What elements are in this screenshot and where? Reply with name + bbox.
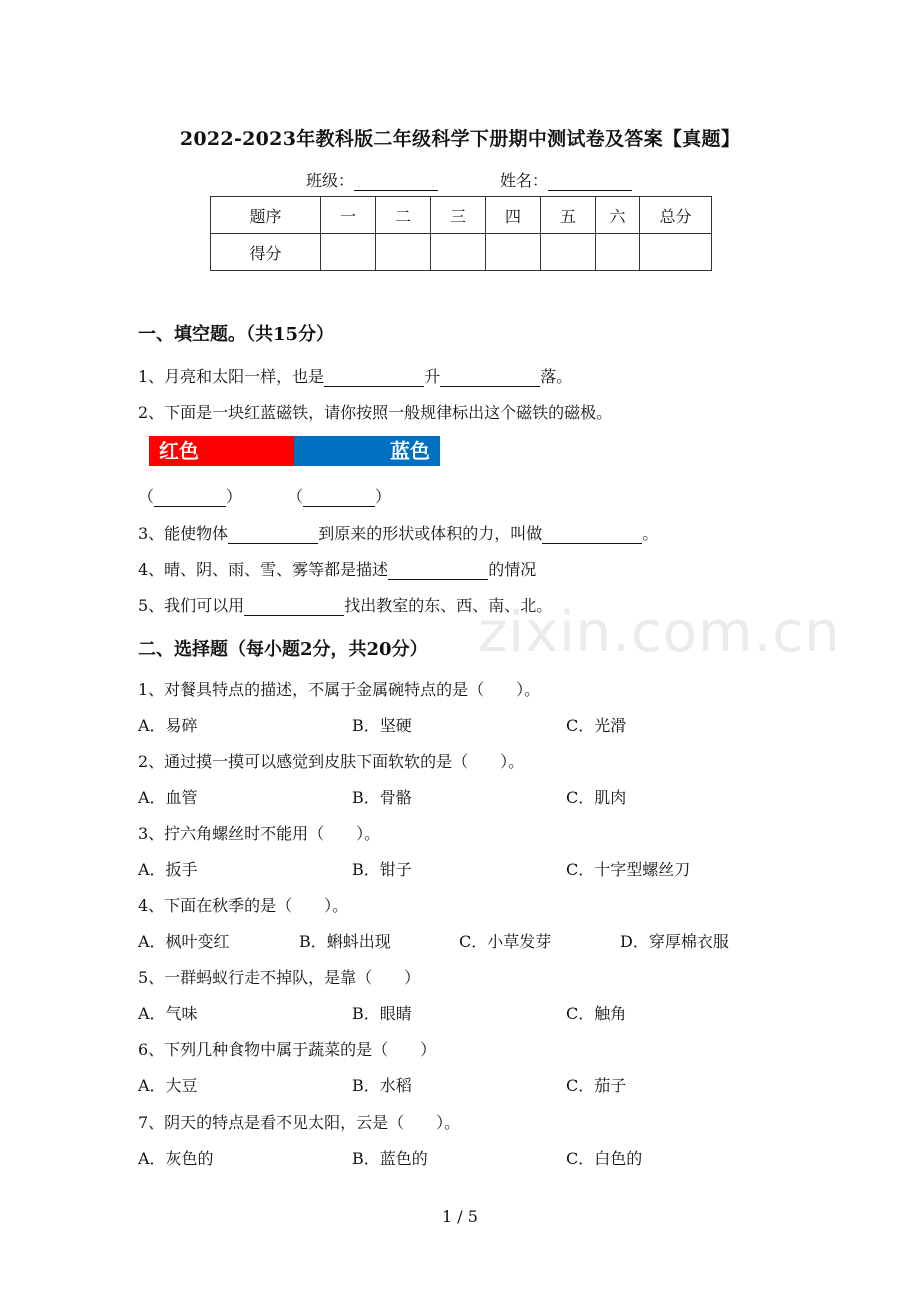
score-cell[interactable] — [541, 234, 596, 271]
score-header-cell: 六 — [596, 197, 640, 234]
score-cell[interactable] — [431, 234, 486, 271]
class-field — [306, 168, 438, 191]
name-field — [500, 168, 632, 191]
score-cell[interactable] — [376, 234, 431, 271]
answer-blank[interactable] — [440, 368, 540, 387]
choice-question-1: 1、对餐具特点的描述，不属于金属碗特点的是（ ）。 — [138, 680, 541, 699]
question-text: 5、我们可以用 — [138, 596, 245, 615]
paren: ） — [226, 487, 243, 506]
paren: （ — [287, 487, 304, 506]
magnet-answer-right — [287, 484, 391, 507]
choice-question-3: 3、拧六角螺丝时不能用（ ）。 — [138, 824, 381, 843]
option-b[interactable]: B．钳子 — [352, 860, 412, 879]
paren: （ — [138, 487, 155, 506]
option-a[interactable]: A．血管 — [138, 788, 198, 807]
option-b[interactable]: B．水稻 — [352, 1076, 412, 1095]
score-table — [210, 196, 712, 271]
class-label: 班级： — [306, 171, 355, 190]
score-table-header-row — [211, 197, 712, 234]
class-blank[interactable] — [354, 172, 438, 191]
question-text: 4、晴、阴、雨、雪、雾等都是描述 — [138, 560, 389, 579]
magnet-blue-half: 蓝色 — [294, 436, 440, 466]
option-c[interactable]: C．茄子 — [566, 1076, 627, 1095]
score-header-cell: 三 — [431, 197, 486, 234]
option-b[interactable]: B．眼睛 — [352, 1004, 412, 1023]
choice-question-2: 2、通过摸一摸可以感觉到皮肤下面软软的是（ ）。 — [138, 752, 525, 771]
question-text: 。 — [642, 524, 659, 543]
option-b[interactable]: B．蝌蚪出现 — [299, 932, 391, 951]
question-text: 找出教室的东、西、南、北。 — [344, 596, 553, 615]
option-a[interactable]: A．灰色的 — [138, 1149, 214, 1168]
option-c[interactable]: C．肌肉 — [566, 788, 627, 807]
answer-blank[interactable] — [388, 561, 488, 580]
fill-question-3 — [138, 521, 658, 544]
score-cell[interactable] — [486, 234, 541, 271]
question-text: 升 — [424, 367, 441, 386]
option-b[interactable]: B．蓝色的 — [352, 1149, 428, 1168]
answer-blank[interactable] — [244, 597, 344, 616]
option-a[interactable]: A．枫叶变红 — [138, 932, 230, 951]
name-label: 姓名： — [500, 171, 549, 190]
answer-blank[interactable] — [303, 488, 375, 507]
choice-question-6: 6、下列几种食物中属于蔬菜的是（ ） — [138, 1040, 437, 1059]
score-cell[interactable] — [321, 234, 376, 271]
paren: ） — [375, 487, 392, 506]
answer-blank[interactable] — [324, 368, 424, 387]
answer-blank[interactable] — [542, 525, 642, 544]
section2-heading: 二、选择题（每小题2分，共20分） — [138, 639, 428, 660]
score-header-cell: 四 — [486, 197, 541, 234]
option-a[interactable]: A．气味 — [138, 1004, 198, 1023]
score-table-score-row — [211, 234, 712, 271]
question-text: 到原来的形状或体积的力，叫做 — [318, 524, 543, 543]
score-header-cell: 五 — [541, 197, 596, 234]
answer-blank[interactable] — [154, 488, 226, 507]
answer-blank[interactable] — [228, 525, 318, 544]
choice-question-4: 4、下面在秋季的是（ ）。 — [138, 896, 349, 915]
option-c[interactable]: C．触角 — [566, 1004, 627, 1023]
option-b[interactable]: B．坚硬 — [352, 716, 412, 735]
choice-question-5: 5、一群蚂蚁行走不掉队，是靠（ ） — [138, 968, 421, 987]
fill-question-2: 2、下面是一块红蓝磁铁，请你按照一般规律标出这个磁铁的磁极。 — [138, 403, 613, 422]
option-c[interactable]: C．十字型螺丝刀 — [566, 860, 691, 879]
score-cell[interactable] — [640, 234, 712, 271]
score-header-cell: 总分 — [640, 197, 712, 234]
fill-question-4 — [138, 557, 536, 580]
option-a[interactable]: A．扳手 — [138, 860, 198, 879]
choice-question-7: 7、阴天的特点是看不见太阳，云是（ ）。 — [138, 1113, 461, 1132]
score-row-label: 得分 — [211, 234, 321, 271]
question-text: 的情况 — [488, 560, 537, 579]
score-header-cell: 一 — [321, 197, 376, 234]
option-c[interactable]: C．小草发芽 — [459, 932, 552, 951]
section1-heading: 一、填空题。（共15分） — [138, 324, 335, 345]
option-d[interactable]: D．穿厚棉衣服 — [620, 932, 729, 951]
name-blank[interactable] — [548, 172, 632, 191]
page-title: 2022-2023年教科版二年级科学下册期中测试卷及答案【真题】 — [179, 128, 741, 150]
score-cell[interactable] — [596, 234, 640, 271]
option-c[interactable]: C．光滑 — [566, 716, 627, 735]
magnet-image — [149, 436, 440, 466]
question-text: 3、能使物体 — [138, 524, 229, 543]
question-text: 1、月亮和太阳一样，也是 — [138, 367, 325, 386]
fill-question-1 — [138, 364, 572, 387]
question-text: 落。 — [540, 367, 573, 386]
score-header-cell: 题序 — [211, 197, 321, 234]
magnet-red-half: 红色 — [149, 436, 294, 466]
magnet-answer-left — [138, 484, 242, 507]
option-a[interactable]: A．易碎 — [138, 716, 198, 735]
option-a[interactable]: A．大豆 — [138, 1076, 198, 1095]
option-c[interactable]: C．白色的 — [566, 1149, 643, 1168]
option-b[interactable]: B．骨骼 — [352, 788, 412, 807]
watermark: zixin.com.cn — [478, 600, 841, 665]
score-header-cell: 二 — [376, 197, 431, 234]
page-number: 1 / 5 — [442, 1207, 478, 1226]
